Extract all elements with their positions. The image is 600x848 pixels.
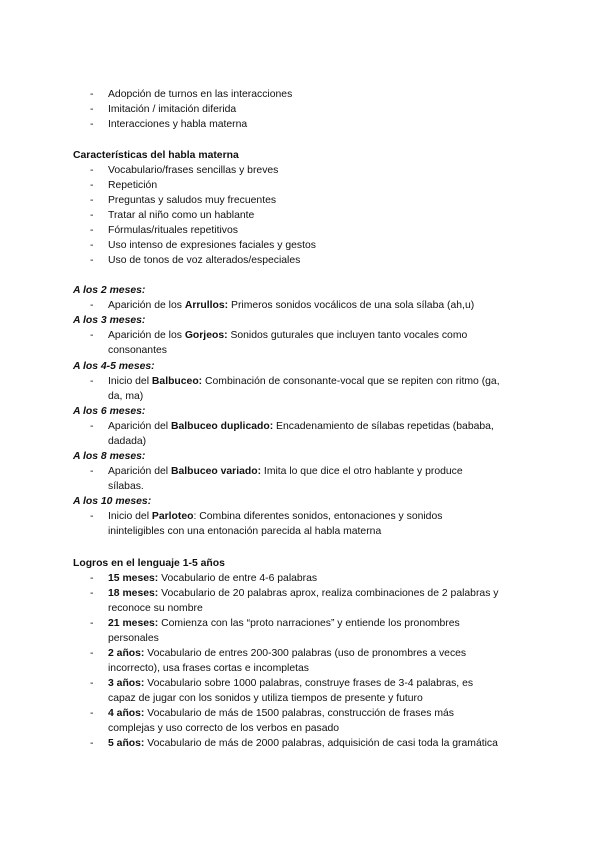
list-item: - Imitación / imitación diferida [0,102,600,117]
list-item-text: Fórmulas/rituales repetitivos [108,225,238,236]
stage-item: - Aparición del Balbuceo duplicado: Encadenamiento de sílabas repetidas (bababa, dadada) [90,421,494,447]
list-item: - Interacciones y habla materna [0,117,600,132]
list-item: - Uso intenso de expresiones faciales y gestos [0,238,600,253]
list-item: - Adopción de turnos en las interacciones [0,87,600,102]
logro-term: 18 meses: [108,588,159,599]
list-item-text: Tratar al niño como un hablante [108,210,255,221]
list-item: - Uso de tonos de voz alterados/especiales [0,253,600,268]
stage-item: - Inicio del Parloteo: Combina diferentes sonidos, entonaciones y sonidos ininteligibles con una entonación parecida al habla materna [90,511,443,537]
logros-list: - 15 meses: Vocabulario de entre 4-6 palabras - 18 meses: Vocabulario de 20 palabras aprox, realiza combinaciones de 2 palabras y reconoce su nombre - 21 meses: Comienza con las “proto narraciones” y entiende los pronombres personales - 2 años: Vocabulario de entres 200-300 palabras (uso de pronombres a veces incorrecto), usa frases cortas e incompletas - 3 años: Vocabulario sobre 1000 palabras, construye frases de 3-4 palabras, es capaz de jugar con los sonidos y utiliza tiempos de presente y futuro - 4 años: Vocabulario de más de 1500 palabras, construcción de frases más complejas y uso correcto de los verbos en pasado - 5 años: Vocabulario de más de 2000 palabras, adquisición de casi toda la gramática [0,571,600,751]
stage-term: Arrullos: [184,300,229,311]
section-heading-habla-materna: Características del habla materna [73,150,239,161]
stage-age: A los 6 meses: [73,406,146,417]
stage-term: Balbuceo: [151,376,203,387]
stage-age: A los 3 meses: [73,315,146,326]
list-item: - Tratar al niño como un hablante [0,208,600,223]
list-item: - 15 meses: Vocabulario de entre 4-6 palabras [90,573,318,584]
list-item: - 3 años: Vocabulario sobre 1000 palabras, construye frases de 3-4 palabras, es [90,678,474,689]
list-item-text: Vocabulario/frases sencillas y breves [108,165,279,176]
stage-age: A los 10 meses: [73,496,152,507]
habla-materna-list [0,163,600,268]
stage-item: - Aparición de los Arrullos: Primeros sonidos vocálicos de una sola sílaba (ah,u) [90,300,475,311]
logro-term: 4 años: [108,708,145,719]
stage-item: - Inicio del Balbuceo: Combinación de consonante-vocal que se repiten con ritmo (ga, da, ma) [90,376,500,402]
list-item: - 18 meses: Vocabulario de 20 palabras aprox, realiza combinaciones de 2 palabras y [90,588,499,599]
list-item-text: Uso de tonos de voz alterados/especiales [108,255,301,266]
logro-term: 5 años: [108,738,145,749]
stage-term: Parloteo [151,511,194,522]
list-item-text: Adopción de turnos en las interacciones [108,89,293,100]
list-item: - 5 años: Vocabulario de más de 2000 palabras, adquisición de casi toda la gramática [90,738,498,749]
list-item: - 4 años: Vocabulario de más de 1500 palabras, construcción de frases más [90,708,454,719]
list-item-text: Imitación / imitación diferida [108,104,237,115]
list-item: - 2 años: Vocabulario de entres 200-300 palabras (uso de pronombres a veces [90,648,467,659]
stage-age: A los 4-5 meses: [73,361,155,372]
stage-item: - Aparición de los Gorjeos: Sonidos guturales que incluyen tanto vocales como consonantes [90,330,468,356]
list-item-text: Preguntas y saludos muy frecuentes [108,195,277,206]
list-item: - Vocabulario/frases sencillas y breves [0,163,600,178]
list-item: - Fórmulas/rituales repetitivos [0,223,600,238]
list-item-text: Repetición [108,180,158,191]
stage-age: A los 2 meses: [73,285,146,296]
list-item-text: Interacciones y habla materna [108,119,248,130]
section-heading-logros: Logros en el lenguaje 1-5 años [73,558,225,569]
list-item-text: Uso intenso de expresiones faciales y gestos [108,240,316,251]
list-item: - 21 meses: Comienza con las “proto narraciones” y entiende los pronombres [90,618,460,629]
stage-term: Gorjeos: [184,330,228,341]
logro-term: 2 años: [108,648,145,659]
list-item: - Repetición [0,178,600,193]
logro-term: 3 años: [108,678,145,689]
intro-list [0,87,600,132]
logro-term: 21 meses: [108,618,159,629]
stage-term: Balbuceo duplicado: [170,421,274,432]
stage-term: Balbuceo variado: [170,466,262,477]
stage-age: A los 8 meses: [73,451,146,462]
logro-term: 15 meses: [108,573,159,584]
list-item: - Preguntas y saludos muy frecuentes [0,193,600,208]
stage-item: - Aparición del Balbuceo variado: Imita lo que dice el otro hablante y produce sílabas. [90,466,463,492]
